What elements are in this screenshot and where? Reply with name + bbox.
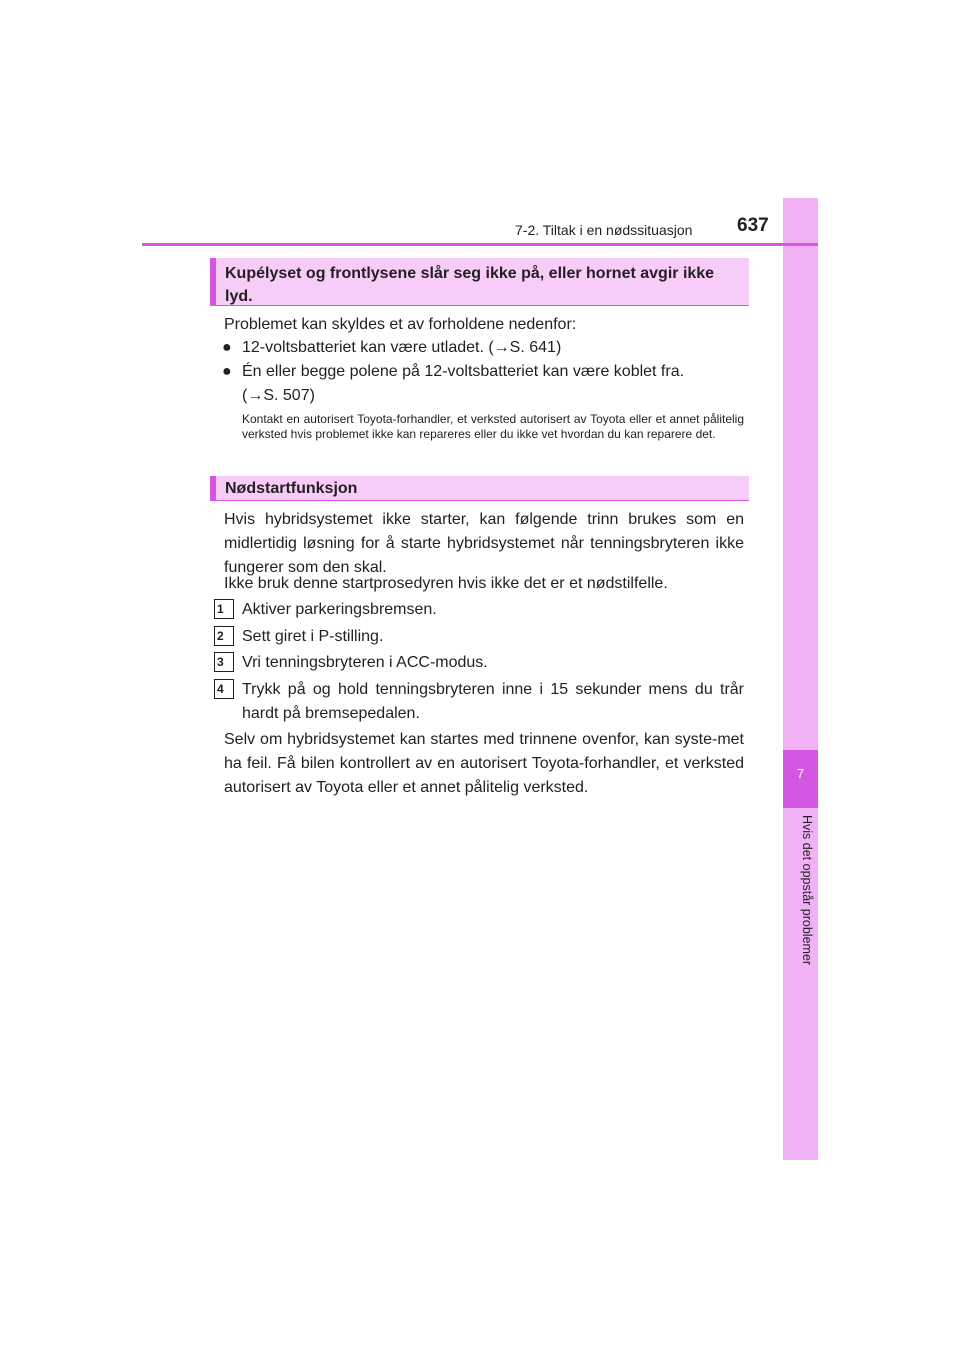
bullet-item-poles-ref: (→S. 507) — [242, 387, 315, 404]
section1-intro: Problemet kan skyldes et av forholdene nedenfor: — [224, 316, 577, 333]
section2-closing: Selv om hybridsystemet kan startes med trinnene ovenfor, kan syste-met ha feil. Få bilen kontrollert av en autorisert Toyota-forhandler, et verksted autorisert av Toyota eller et annet pålitelig verksted. — [224, 731, 744, 796]
header-rule — [142, 243, 818, 246]
step-text: Trykk på og hold tenningsbryteren inne i 15 sekunder mens du trår hardt på bremsepedalen. — [242, 681, 744, 722]
page-number: 637 — [737, 215, 769, 236]
section2-intro: Hvis hybridsystemet ikke starter, kan følgende trinn brukes som en midlertidig løsning for å starte hybridsystemet når tenningsbryteren ikke fungerer som den skal. — [224, 511, 744, 576]
section2-warning: Ikke bruk denne startprosedyren hvis ikke det er et nødstilfelle. — [224, 575, 668, 592]
step-text: Vri tenningsbryteren i ACC-modus. — [242, 654, 488, 671]
step-text: Aktiver parkeringsbremsen. — [242, 601, 437, 618]
section-heading-emergency-start: Nødstartfunksjon — [210, 476, 749, 501]
step-number-box: 4 — [214, 679, 234, 699]
step-text: Sett giret i P-stilling. — [242, 628, 384, 645]
chapter-sidebar — [783, 198, 818, 1160]
step-number-box: 3 — [214, 652, 234, 672]
step-number-box: 1 — [214, 599, 234, 619]
header-section-title: 7-2. Tiltak i en nødssituasjon — [515, 222, 693, 238]
chapter-number: 7 — [796, 766, 805, 781]
chapter-title: Hvis det oppstår problemer — [800, 815, 814, 966]
bullet-icon: ● — [222, 339, 232, 356]
section1-note: Kontakt en autorisert Toyota-forhandler, et verksted autorisert av Toyota eller et annet pålitelig verksted hvis problemet ikke kan repareres eller du ikke vet hvordan du kan reparere det. — [242, 412, 744, 441]
step-number-box: 2 — [214, 626, 234, 646]
bullet-item-battery: 12-voltsbatteriet kan være utladet. (→S. 641) — [242, 339, 562, 356]
section-heading-lights: Kupélyset og frontlysene slår seg ikke på, eller hornet avgir ikke lyd. — [210, 258, 749, 306]
bullet-item-poles: Én eller begge polene på 12-voltsbatteriet kan være koblet fra. — [242, 363, 685, 380]
bullet-icon: ● — [222, 363, 232, 380]
